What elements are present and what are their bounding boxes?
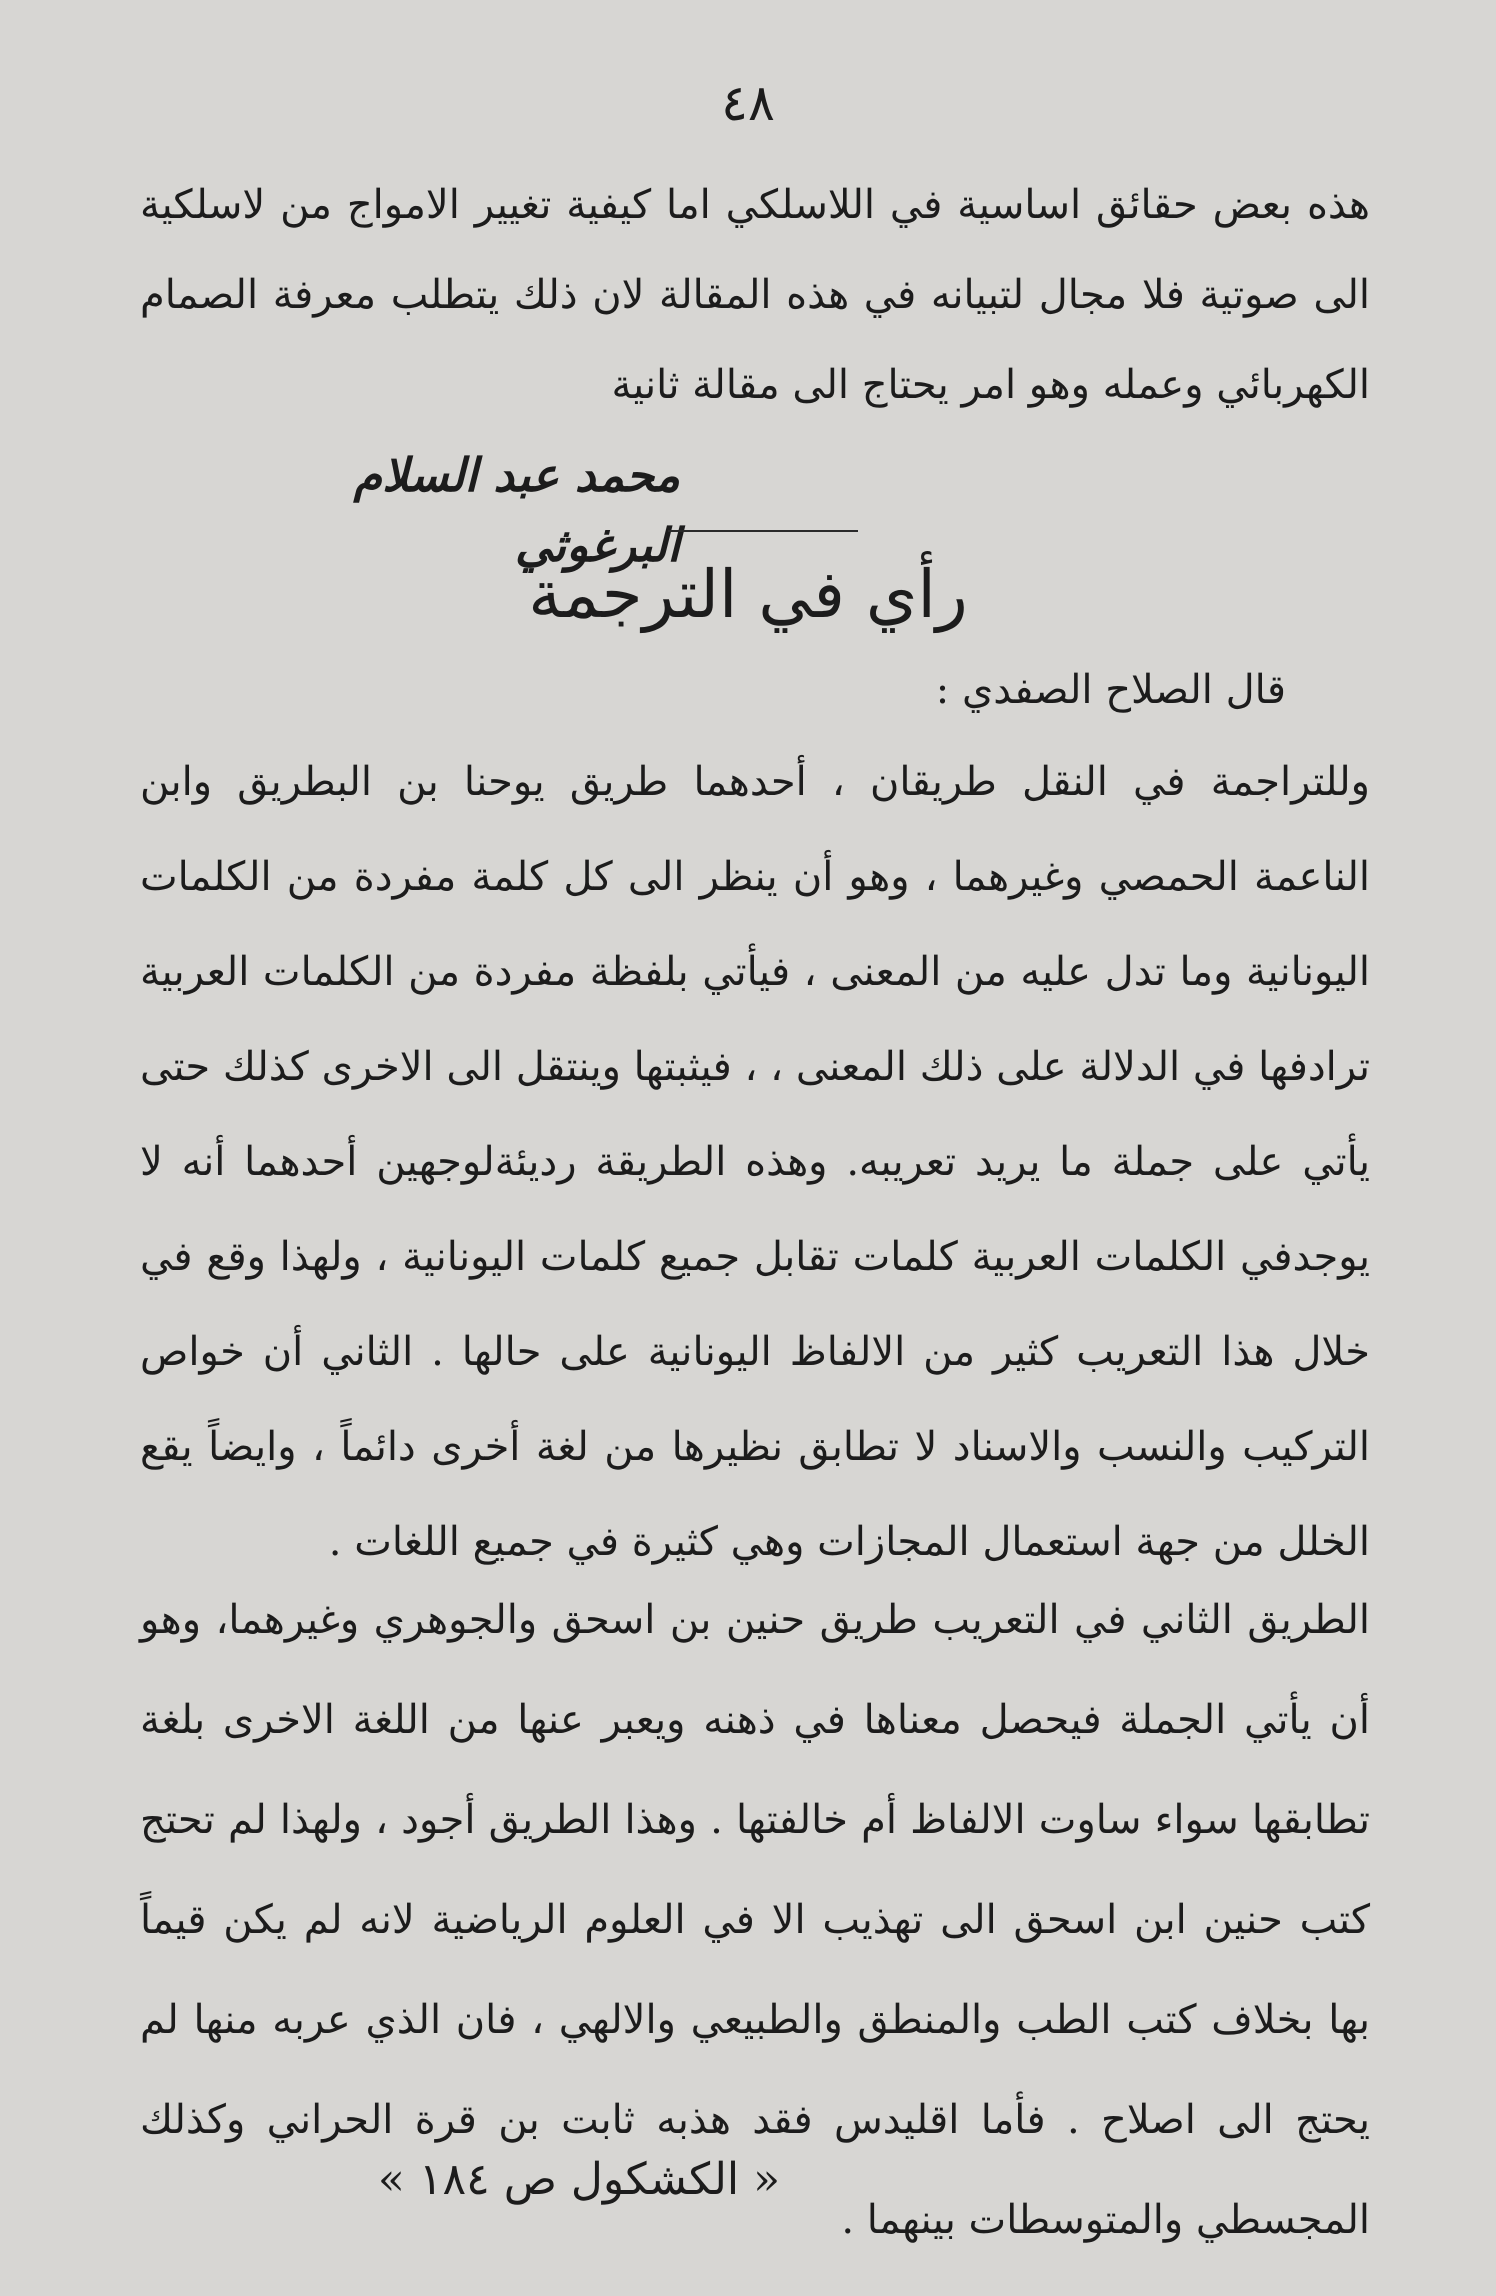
body-paragraph-2: الطريق الثاني في التعريب طريق حنين بن اسحق والجوهري وغيرهما، وهو أن يأتي الجملة فيحصل معناها في ذهنه ويعبر عنها من اللغة الاخرى بلغة تطابقها سواء ساوت الالفاظ أم خالفتها . وهذا الطريق أجود ، ولهذا لم تحتج كتب حنين ابن اسحق الى تهذيب الا في العلوم الرياضية لانه لم يكن قيماً بها بخلاف كتب الطب والمنطق والطبيعي والالهي ، فان الذي عربه منها لم يحتج الى اصلاح . فأما اقليدس فقد هذبه ثابت بن قرة الحراني وكذلك المجسطي والمتوسطات بينهما . [140,1597,1370,2243]
speaker-line: قال الصلاح الصفدي : [935,667,1286,713]
page-number: ٤٨ [721,74,775,132]
author-signature: محمد عبد السلام البرغوثي [353,448,680,572]
article-title: رأي في الترجمة [528,556,968,633]
intro-paragraph: هذه بعض حقائق اساسية في اللاسلكي اما كيفية تغيير الامواج من لاسلكية الى صوتية فلا مجال لتبيانه في هذه المقالة لان ذلك يتطلب معرفة الصمام الكهربائي وعمله وهو امر يحتاج الى مقالة ثانية [140,182,1370,408]
source-citation: « الكشكول ص ١٨٤ » [377,2154,780,2205]
section-divider [668,530,858,532]
body-paragraph-1: وللتراجمة في النقل طريقان ، أحدهما طريق يوحنا بن البطريق وابن الناعمة الحمصي وغيرهما ، وهو أن ينظر الى كل كلمة مفردة من الكلمات اليونانية وما تدل عليه من المعنى ، فيأتي بلفظة مفردة من الكلمات العربية ترادفها في الدلالة على ذلك المعنى ، ، فيثبتها وينتقل الى الاخرى كذلك حتى يأتي على جملة ما يريد تعريبه. وهذه الطريقة رديئةلوجهين أحدهما أنه لا يوجدفي الكلمات العربية كلمات تقابل جميع كلمات اليونانية ، ولهذا وقع في خلال هذا التعريب كثير من الالفاظ اليونانية على حالها . الثاني أن خواص التركيب والنسب والاسناد لا تطابق نظيرها من لغة أخرى دائماً ، وايضاً يقع الخلل من جهة استعمال المجازات وهي كثيرة في جميع اللغات . [140,759,1371,1565]
